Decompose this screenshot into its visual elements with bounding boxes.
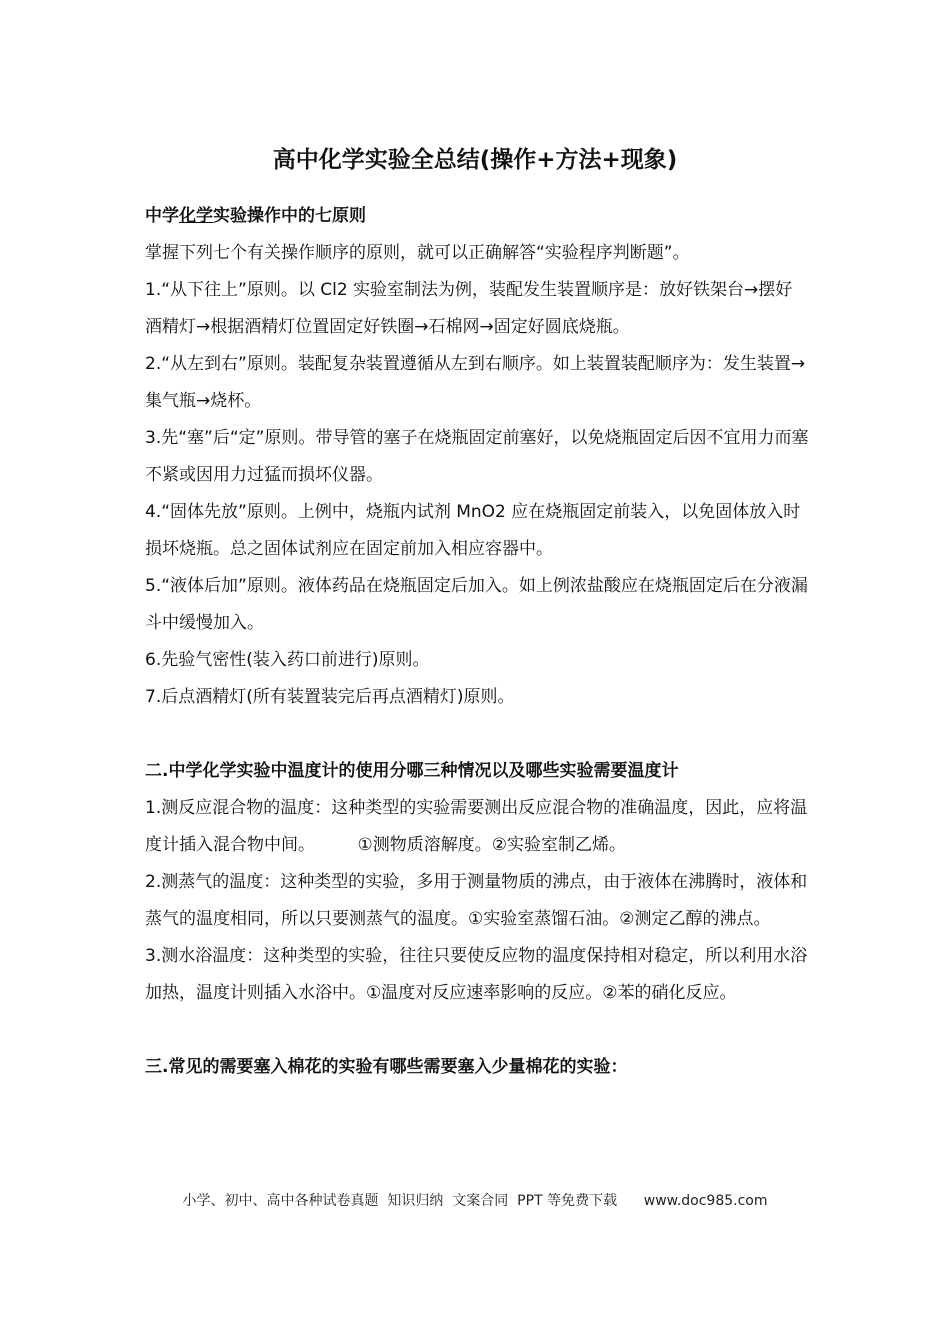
page-title: 高中化学实验全总结(操作+方法+现象) — [272, 147, 678, 173]
section-1-intro: 掌握下列七个有关操作顺序的原则，就可以正确解答“实验程序判断题”。 — [145, 243, 690, 263]
section-3-heading: 三.常见的需要塞入棉花的实验有哪些需要塞入少量棉花的实验： — [145, 1057, 628, 1077]
page-footer: 小学、初中、高中各种试卷真题 知识归纳 文案合同 PPT 等免费下载 www.doc985.com — [182, 1193, 768, 1209]
section-1-heading-suffix: 实验操作中的七原则 — [213, 206, 366, 226]
section-1-heading — [145, 198, 809, 235]
thermometer-case-3: 3.测水浴温度：这种类型的实验，往往只要使反应物的温度保持相对稳定，所以利用水浴加热，温度计则插入水浴中。①温度对反应速率影响的反应。②苯的硝化反应。 — [145, 946, 808, 1003]
principle-2: 2.“从左到右”原则。装配复杂装置遵循从左到右顺序。如上装置装配顺序为：发生装置→集气瓶→烧杯。 — [145, 354, 806, 411]
principle-7: 7.后点酒精灯(所有装置装完后再点酒精灯)原则。 — [145, 687, 515, 707]
section-2-heading: 二.中学化学实验中温度计的使用分哪三种情况以及哪些实验需要温度计 — [145, 761, 679, 781]
principle-5: 5.“液体后加”原则。液体药品在烧瓶固定后加入。如上例浓盐酸应在烧瓶固定后在分液漏斗中缓慢加入。 — [145, 576, 808, 633]
document-body — [145, 198, 809, 1086]
chemistry-link[interactable]: 化学 — [179, 206, 213, 226]
section-gap — [145, 716, 809, 753]
thermometer-case-1: 1.测反应混合物的温度：这种类型的实验需要测出反应混合物的准确温度，因此，应将温度计插入混合物中间。 ①测物质溶解度。②实验室制乙烯。 — [145, 798, 808, 855]
thermometer-case-2: 2.测蒸气的温度：这种类型的实验，多用于测量物质的沸点，由于液体在沸腾时，液体和蒸气的温度相同，所以只要测蒸气的温度。①实验室蒸馏石油。②测定乙醇的沸点。 — [145, 872, 808, 929]
section-gap — [145, 1012, 809, 1049]
section-1-heading-prefix: 中学 — [145, 206, 179, 226]
principle-4: 4.“固体先放”原则。上例中，烧瓶内试剂 MnO2 应在烧瓶固定前装入，以免固体放入时损坏烧瓶。总之固体试剂应在固定前加入相应容器中。 — [145, 502, 801, 559]
principle-6: 6.先验气密性(装入药口前进行)原则。 — [145, 650, 430, 670]
principle-1: 1.“从下往上”原则。以 Cl2 实验室制法为例，装配发生装置顺序是：放好铁架台→摆好酒精灯→根据酒精灯位置固定好铁圈→石棉网→固定好圆底烧瓶。 — [145, 280, 793, 337]
principle-3: 3.先“塞”后“定”原则。带导管的塞子在烧瓶固定前塞好，以免烧瓶固定后因不宜用力而塞不紧或因用力过猛而损坏仪器。 — [145, 428, 809, 485]
